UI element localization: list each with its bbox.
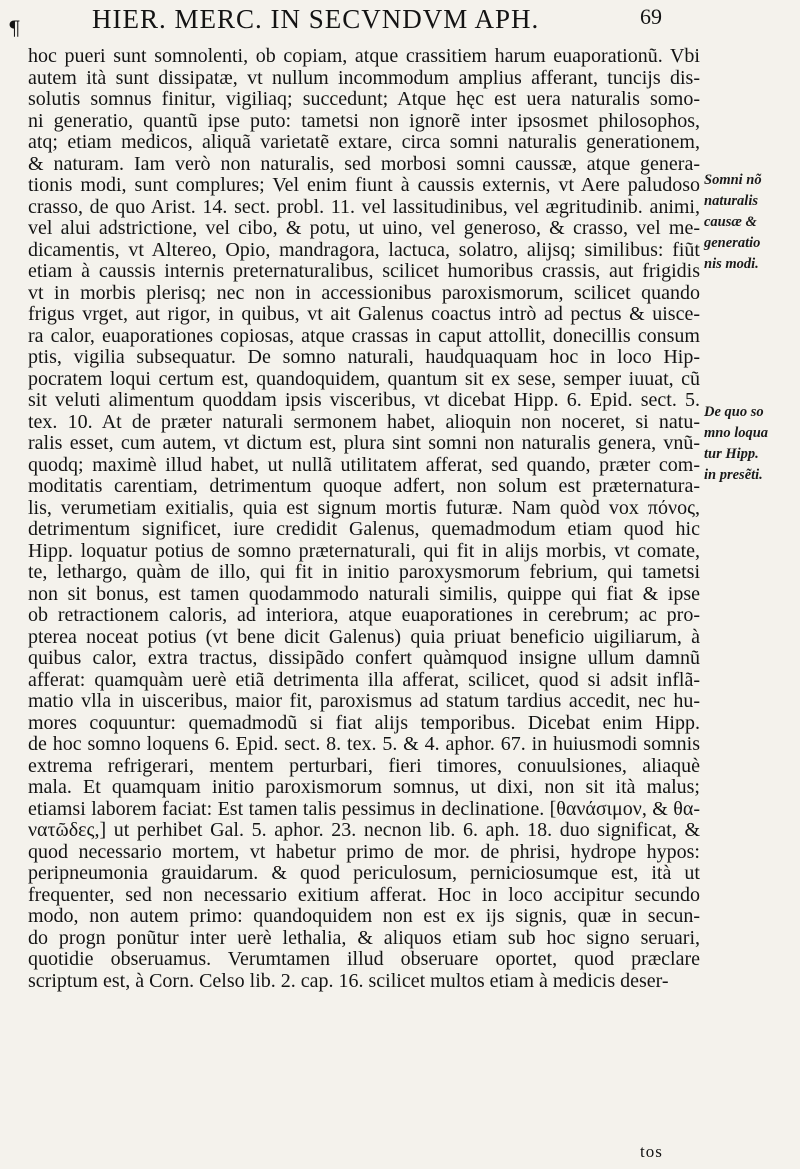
text-line: autem ità sunt dissipatæ, vt nullum incommodum amplius afferant, tuncijs dis- bbox=[28, 67, 700, 89]
text-line: tionis modi, sunt complures; Vel enim fiunt à caussis externis, vt Aere paludoso bbox=[28, 175, 700, 196]
text-line: Hipp. loquatur potius de somno præternaturali, qui fit in alijs morbis, vt comate, bbox=[28, 540, 700, 562]
text-line: ralis esset, cum autem, vt dictum est, plura sint somni non naturalis genera, vnũ- bbox=[28, 433, 700, 454]
text-line: quod necessario mortem, vt habetur primo de mor. de phrisi, hydrope hypos: bbox=[28, 841, 700, 863]
text-line: νατῶδες,] ut perhibet Gal. 5. aphor. 23. necnon lib. 6. aph. 18. duo significat, & bbox=[28, 820, 700, 841]
text-line: ni generatio, quantũ ipse puto: tametsi non ignorẽ inter ipsosmet philosophos, bbox=[28, 110, 700, 132]
text-line: frequenter, sed non necessario exitium afferat. Hoc in loco accipitur secundo bbox=[28, 884, 700, 906]
text-line: modo, non autem primo: quandoquidem non est ex ijs signis, quæ in secun- bbox=[28, 906, 700, 927]
margin-note-somni bbox=[704, 170, 796, 275]
text-line: matio vlla in uisceribus, maior fit, paroxismus ad statum tardius accedit, nec hu- bbox=[28, 691, 700, 712]
text-line: ra calor, euaporationes copiosas, atque crassas in caput attollit, donecillis consum bbox=[28, 325, 700, 347]
text-line: etiamsi laborem faciat: Est tamen talis pessimus in declinatione. [θανάσιμον, & θα- bbox=[28, 798, 700, 820]
margin-note-line: in presẽti. bbox=[704, 467, 763, 483]
text-line: etiam à caussis internis preternaturalibus, scilicet humoribus crassis, aut frigidis bbox=[28, 261, 700, 282]
margin-note-line: generatio bbox=[704, 235, 761, 251]
margin-note-line: nis modi. bbox=[704, 256, 759, 272]
text-line: pocratem loqui certum est, quandoquidem, quantum sit ex sese, semper iuuat, cũ bbox=[28, 368, 700, 390]
margin-note-line: naturalis bbox=[704, 193, 758, 209]
page-number: 69 bbox=[640, 4, 662, 29]
margin-note-line: causæ & bbox=[704, 214, 757, 230]
margin-note-line: Somni nõ bbox=[704, 172, 762, 188]
text-line: te, lethargo, quàm de illo, qui fit in initio paroxysmorum febrium, qui tametsi bbox=[28, 562, 700, 583]
text-line: afferat: quamquàm uerè etiã detrimenta illa afferat, scilicet, quod si adsit inflã- bbox=[28, 669, 700, 691]
text-line: quibus calor, extra tractus, dissipãdo confert quàmquod insigne ullum damnũ bbox=[28, 648, 700, 669]
text-line: de hoc somno loquens 6. Epid. sect. 8. tex. 5. & 4. aphor. 67. in huiusmodi somnis bbox=[28, 734, 700, 755]
text-line: dicamentis, vt Altereo, Opio, mandragora, lactuca, solatro, alijsq; similibus: fiũt bbox=[28, 239, 700, 261]
text-line: atq; etiam medicos, aliquã varietatẽ extare, circa somni naturalis generationem, bbox=[28, 132, 700, 153]
text-line: scriptum est, à Corn. Celso lib. 2. cap. 16. scilicet multos etiam à medicis deser- bbox=[28, 970, 669, 992]
body-text bbox=[28, 46, 700, 992]
text-line: hoc pueri sunt somnolenti, ob copiam, atque crassitiem harum euaporationũ. Vbi bbox=[28, 46, 700, 67]
text-line: crasso, de quo Arist. 14. sect. probl. 11. vel lassitudinibus, vel ægritudinib. animi, bbox=[28, 196, 700, 218]
text-line: lis, verumetiam exitialis, quia est signum mortis futuræ. Nam quòd vox πόνος, bbox=[28, 497, 700, 519]
text-line: vt in morbis plerisq; nec non in accessionibus paroxismorum, scilicet quando bbox=[28, 282, 700, 304]
margin-note-line: mno loqua bbox=[704, 425, 769, 441]
catchword: tos bbox=[640, 1142, 663, 1161]
text-line: extrema refrigerari, mentem perturbari, fieri timores, conuulsiones, aliaquè bbox=[28, 755, 700, 777]
text-line: sit veluti alimentum quoddam ipsis visceribus, vt dicebat Hipp. 6. Epid. sect. 5. bbox=[28, 390, 700, 411]
text-line: mores coquuntur: quemadmodũ si fiat alijs temporibus. Dicebat enim Hipp. bbox=[28, 712, 700, 734]
text-line: tex. 10. At de præter naturali sermonem habet, alioquin non noceret, si natu- bbox=[28, 411, 700, 433]
text-line: ob retractionem caloris, ad interiora, atque euaporationes in cerebrum; ac pro- bbox=[28, 605, 700, 626]
margin-note-line: De quo so bbox=[704, 404, 764, 420]
margin-note-de-quo bbox=[704, 402, 796, 486]
text-line: moditatis carentiam, detrimentum quoque adfert, non solum est præternatura- bbox=[28, 476, 700, 497]
text-line: & naturam. Iam verò non naturalis, sed morbosi somni caussæ, atque genera- bbox=[28, 153, 700, 175]
running-head bbox=[0, 4, 800, 40]
text-line: do progn ponũtur inter uerè lethalia, & aliquos etiam sub hoc signo seruari, bbox=[28, 927, 700, 949]
text-line: ptis, vigilia subsequatur. De somno naturali, haudquaquam hoc in loco Hip- bbox=[28, 347, 700, 368]
text-line: quodq; maximè illud habet, ut nullã utilitatem afferat, sed quando, præter com- bbox=[28, 454, 700, 476]
text-line: vel alui adstrictione, vel cibo, & potu, ut uino, vel generoso, & crasso, vel me- bbox=[28, 218, 700, 239]
text-line: non sit bonus, est tamen quodammodo naturali similis, quippe qui fiat & ipse bbox=[28, 583, 700, 605]
text-line: frigus vrget, aut rigor, in quibus, vt ait Galenus coactus intrò ad pectus & uisce- bbox=[28, 304, 700, 325]
text-line: quotidie obseruamus. Verumtamen illud obseruare oportet, quod præclare bbox=[28, 949, 700, 970]
text-line: solutis somnus finitur, vigiliaq; succedunt; Atque hęc est uera naturalis somo- bbox=[28, 89, 700, 110]
text-line: mala. Et quamquam initio paroxismorum somnus, ut dixi, non sit ità malus; bbox=[28, 777, 700, 798]
text-line: pterea noceat potius (vt bene dicit Galenus) quia priuat beneficio uigiliarum, à bbox=[28, 626, 700, 648]
text-line: peripneumonia grauidarum. & quod periculosum, perniciosumque est, ità ut bbox=[28, 863, 700, 884]
text-line: detrimentum significet, iure credidit Galenus, quemadmodum etiam quod hic bbox=[28, 519, 700, 540]
running-title: HIER. MERC. IN SECVNDVM APH. bbox=[92, 4, 540, 34]
section-mark: ¶ bbox=[8, 16, 23, 40]
margin-note-line: tur Hipp. bbox=[704, 446, 759, 462]
